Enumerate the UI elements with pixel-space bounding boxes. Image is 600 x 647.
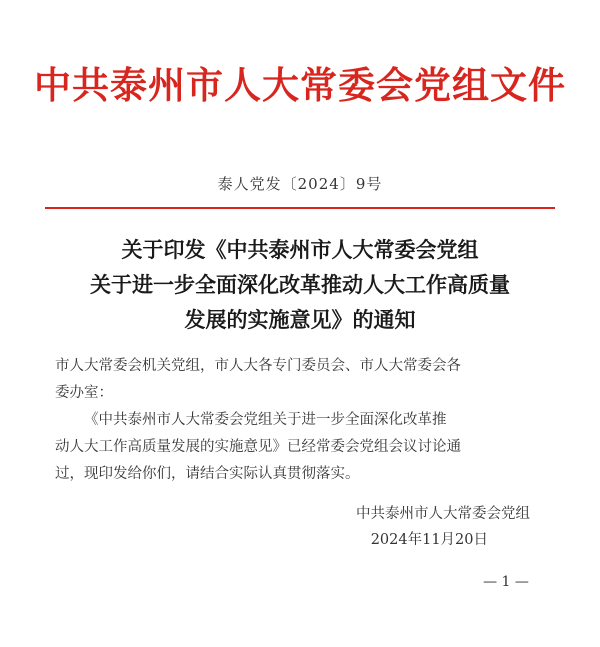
notice-body	[55, 353, 555, 488]
body-line: 过，现印发给你们，请结合实际认真贯彻落实。	[55, 466, 360, 482]
notice-title-line: 发展的实施意见》的通知	[184, 308, 416, 332]
notice-title-line: 关于印发《中共泰州市人大常委会党组	[121, 238, 479, 262]
signature-date: 2024年11月20日	[370, 532, 488, 548]
body-line: 动人大工作高质量发展的实施意见》已经常委会党组会议讨论通	[55, 439, 461, 455]
signature-organization: 中共泰州市人大常委会党组	[356, 506, 530, 522]
document-header-title: 中共泰州市人大常委会党组文件	[34, 63, 566, 107]
header-divider	[45, 207, 555, 209]
body-line: 委办室：	[55, 385, 113, 401]
document-number: 泰人党发〔2024〕9号	[217, 175, 383, 193]
notice-title-line: 关于进一步全面深化改革推动人大工作高质量	[90, 273, 510, 297]
body-line: 《中共泰州市人大常委会党组关于进一步全面深化改革推	[84, 412, 447, 428]
body-line: 市人大常委会机关党组，市人大各专门委员会、市人大常委会各	[55, 358, 461, 374]
page-number: — 1 —	[483, 574, 529, 590]
notice-title	[0, 233, 600, 338]
signature-block	[0, 501, 532, 553]
